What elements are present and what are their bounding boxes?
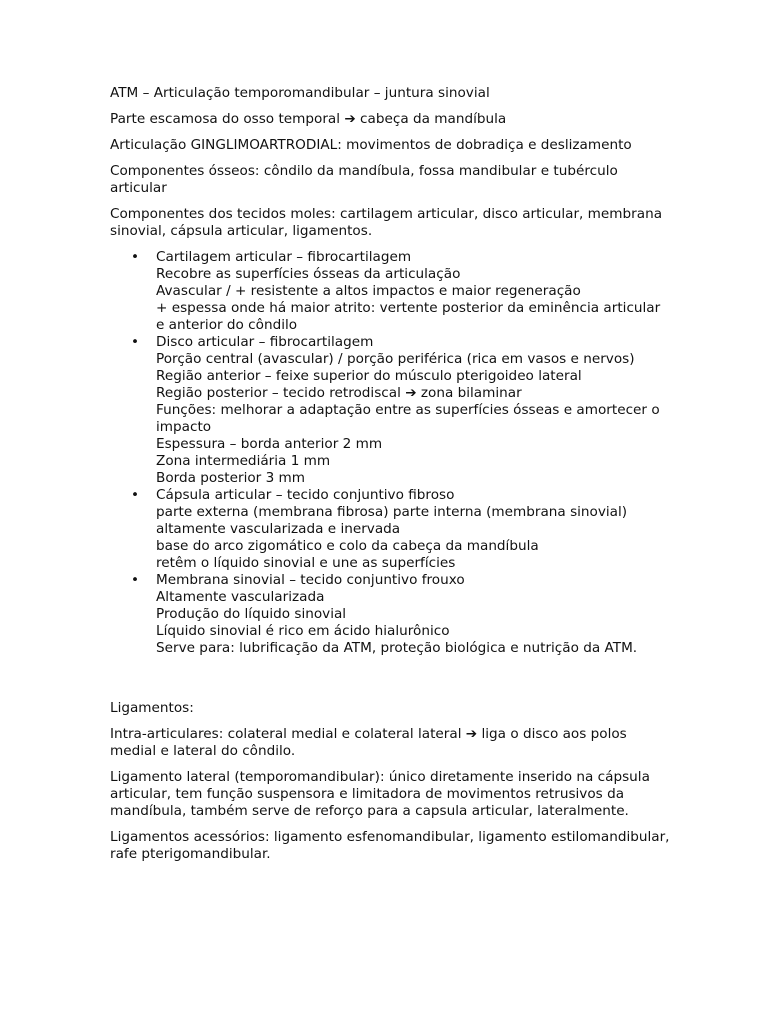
bullet-line: + espessa onde há maior atrito: vertente posterior da eminência articular e anterior do côndilo [156,300,661,333]
osseous-components: Componentes ósseos: côndilo da mandíbula, fossa mandibular e tubérculo articular [110,163,618,196]
bullet-list [110,249,670,657]
bullet-line: Avascular / + resistente a altos impactos e maior regeneração [156,283,581,299]
bullet-line: Região posterior – tecido retrodiscal ➔ zona bilaminar [156,385,522,401]
bullet-line: Disco articular – fibrocartilagem [156,334,374,350]
bullet-line: Cartilagem articular – fibrocartilagem [156,249,412,265]
bullet-line: Espessura – borda anterior 2 mm [156,436,383,452]
bullet-icon: • [131,249,140,265]
bullet-line: parte externa (membrana fibrosa) parte interna (membrana sinovial) altamente vascularizada e inervada [156,504,628,537]
bullet-line: Borda posterior 3 mm [156,470,306,486]
bullet-line: Recobre as superfícies ósseas da articulação [156,266,461,282]
bullet-capsule [110,487,670,572]
accessory-ligaments: Ligamentos acessórios: ligamento esfenomandibular, ligamento estilomandibular, rafe pterigomandibular. [110,829,670,862]
bullet-line: Produção do líquido sinovial [156,606,347,622]
temporal-line: Parte escamosa do osso temporal ➔ cabeça da mandíbula [110,111,507,127]
bullet-line: Zona intermediária 1 mm [156,453,331,469]
bullet-line: Região anterior – feixe superior do músculo pterigoideo lateral [156,368,582,384]
lateral-ligament: Ligamento lateral (temporomandibular): único diretamente inserido na cápsula articular, tem função suspensora e limitadora de movimentos retrusivos da mandíbula, também serve de reforço para a capsula articular, lateralmente. [110,769,650,819]
bullet-line: Funções: melhorar a adaptação entre as superfícies ósseas e amortecer o impacto [156,402,660,435]
bullet-line: Porção central (avascular) / porção periférica (rica em vasos e nervos) [156,351,635,367]
document-page [110,85,670,872]
bullet-icon: • [131,572,140,588]
title-line: ATM – Articulação temporomandibular – juntura sinovial [110,85,490,101]
soft-tissue-components: Componentes dos tecidos moles: cartilagem articular, disco articular, membrana sinovial, cápsula articular, ligamentos. [110,206,663,239]
bullet-icon: • [131,334,140,350]
bullet-line: Membrana sinovial – tecido conjuntivo frouxo [156,572,465,588]
ginglimo-line: Articulação GINGLIMOARTRODIAL: movimentos de dobradiça e deslizamento [110,137,632,153]
bullet-disc [110,334,670,487]
bullet-cartilage [110,249,670,334]
section-spacer [110,657,670,700]
bullet-line: Cápsula articular – tecido conjuntivo fibroso [156,487,455,503]
ligaments-heading: Ligamentos: [110,700,194,716]
intra-articular: Intra-articulares: colateral medial e colateral lateral ➔ liga o disco aos polos medial e lateral do côndilo. [110,726,627,759]
bullet-line: Serve para: lubrificação da ATM, proteção biológica e nutrição da ATM. [156,640,638,656]
bullet-line: retêm o líquido sinovial e une as superfícies [156,555,456,571]
bullet-icon: • [131,487,140,503]
bullet-synovial [110,572,670,657]
bullet-line: Altamente vascularizada [156,589,325,605]
bullet-line: Líquido sinovial é rico em ácido hialurônico [156,623,450,639]
bullet-line: base do arco zigomático e colo da cabeça da mandíbula [156,538,539,554]
